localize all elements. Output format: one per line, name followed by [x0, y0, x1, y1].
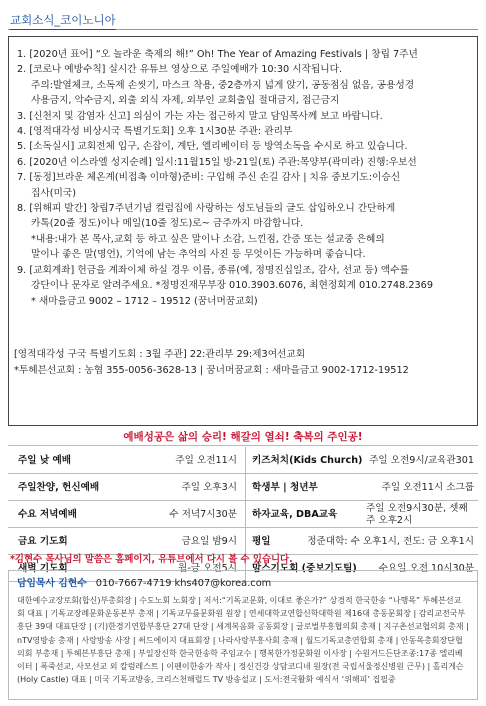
slogan: 예배성공은 삶의 승리! 해갈의 열쇠! 축복의 주인공!	[8, 428, 478, 446]
service-time: 정준대학: 수 오후1시, 전도: 금 오후1시	[307, 536, 474, 547]
notice-item	[17, 263, 471, 309]
schedule-cell-right	[246, 474, 478, 501]
schedule-cell-left	[8, 447, 246, 474]
service-time: 금요일 밤9시	[181, 536, 237, 547]
service-time: 주일 오전9시/교육관301	[369, 455, 474, 466]
notice-detail-line: *내용:내가 본 목사,교회 등 하고 싶은 말이나 소감, 느낀점, 간증 또는 설교중 은혜의	[31, 233, 385, 245]
notice-detail-line: * 새마을금고 9002 – 1712 – 19512 (꿈너머꿈교회)	[31, 295, 258, 307]
pastor-header	[17, 576, 469, 592]
notice-line: 1. [2020년 표어] “오 놀라운 축제의 해!” Oh! The Year of Amazing Festivals | 창립 7주년	[17, 49, 418, 60]
pastor-box	[8, 570, 478, 700]
mission-account-line: *투헤븐선교회 : 농협 355-0056-3628-13 | 꿈너머꿈교회 : 새마을금고 9002-1712-19512	[14, 365, 409, 376]
notice-item	[17, 47, 471, 62]
notice-line: 3. [신천지 및 감염자 신고] 의심이 가는 자는 접근하지 말고 담임목사께 보고 바랍니다.	[17, 110, 383, 122]
service-name: 하자교육, DBA교육	[252, 509, 338, 520]
notice-line: 8. [위해피 발간] 창립7주년기념 컬럼집에 사랑하는 성도님들의 글도 삽입하오니 간단하게	[17, 203, 396, 215]
notice-line: 2. [코로나 예방수칙] 실시간 유튜브 영상으로 주일예배가 10:30 시작됩니다.	[17, 64, 343, 76]
notice-item	[17, 139, 471, 154]
notice-detail-line: 집사(미국)	[31, 187, 76, 199]
notice-item	[17, 109, 471, 124]
schedule-cell-right	[246, 501, 478, 528]
service-name: 새벽 기도회	[18, 563, 68, 574]
pastor-contact[interactable]: 010-7667-4719 khs407@korea.com	[95, 578, 272, 589]
notice-item	[17, 124, 471, 139]
service-name: 주일 낮 예배	[18, 455, 72, 466]
notice-item	[17, 201, 471, 263]
service-name: 학생부 | 청년부	[252, 482, 318, 493]
notice-line: 7. [동정]브라운 체온계(비접촉 이마형)준비: 구입해 주신 손길 감사 | 치유 중보기도:이승신	[17, 172, 401, 184]
notice-item	[17, 62, 471, 108]
service-name: 키즈처치(Kids Church)	[252, 455, 363, 466]
notice-detail-line: 카톡(20줄 정도)이나 메일(10줄 정도)로~ 금주까지 마감합니다.	[31, 218, 304, 230]
service-time: 주일 오후3시	[181, 482, 237, 493]
notice-item	[17, 170, 471, 201]
schedule-cell-left	[8, 474, 246, 501]
service-time: 주일 오전9시30분, 셋째주 오후2시	[366, 503, 468, 526]
service-time: 수요일 오전 10시30분	[378, 563, 474, 574]
notice-detail-line: 말이나 좋은 말(명언), 기억에 남는 추억의 사진 등 무엇이든 가능하며 좋습니다.	[31, 249, 366, 261]
service-name: 금요 기도회	[18, 536, 68, 547]
service-name: 주일찬양, 헌신예배	[18, 482, 100, 493]
notice-line: 9. [교회계좌] 헌금을 계좌이체 하실 경우 이름, 종류(예, 정명진십일조, 감사, 선교 등) 액수를	[17, 264, 409, 276]
service-name: 맘스기도회 (중보기도팀)	[252, 563, 357, 574]
service-name: 수요 저녁예배	[18, 509, 77, 520]
notice-item	[17, 155, 471, 170]
notice-line: 5. [소독실시] 교회전체 입구, 손잡이, 계단, 엘리베이터 등 방역소독을 수시로 하고 있습니다.	[17, 141, 408, 153]
service-time: 월-금 오전5시	[178, 563, 237, 574]
prayer-meeting-line: [영적대각성 구국 특별기도회 : 3월 주관] 22:관리부 29:제3여선교회	[14, 349, 306, 360]
notice-detail-line: 주의:발열체크, 소독제 손씻기, 마스크 착용, 중2층까지 넓게 앉기, 공동점심 없음, 공용성경	[31, 79, 415, 91]
sermon-replay-note: *김현수 목사님의 말씀은 홈페이지, 유튜브에서 다시 볼 수 있습니다.	[10, 554, 293, 565]
service-name: 평일	[252, 536, 271, 547]
service-time: 주일 오전11시	[175, 455, 237, 466]
service-time: 주일 오전11시 소그룹	[381, 482, 474, 493]
bottom-lines	[14, 347, 474, 379]
service-time: 수 저녁7시30분	[169, 509, 237, 520]
schedule-cell-right	[246, 447, 478, 474]
notice-detail-line: 사용금지, 악수금지, 외출 외식 자제, 외부인 교회출입 절대금지, 접근금지	[31, 95, 340, 107]
page-title: 교회소식_코이노니아	[10, 13, 116, 27]
notice-line: 6. [2020년 이스라엘 성지순례] 일시:11월15일 방-21일(토) 주관:목양부(곽미라) 진행:우보선	[17, 156, 417, 168]
notice-line: 4. [영적대각성 비상시국 특별기도회] 오후 1시30분 주관: 관리부	[17, 126, 293, 138]
pastor-name: 담임목사 김현수	[17, 578, 87, 589]
notice-list	[17, 47, 471, 309]
schedule-cell-left	[8, 501, 246, 528]
title-bar	[8, 6, 478, 30]
pastor-bio: 대한예수교장로회(합신)부총회장 | 수도노회 노회장 | 저서:“기독교문화, 이대로 좋은가?” 상경적 한국한송 “나행목” 투혜븐선교회 대표 | 기독교장례문화운동본부 총재 | 기독교무릎문화원 원장 | 연세대학교연합신학대학원 제16대 총동문회장 | 감리교전국부흥단 39대 대표단장 | (기)한경기연합부흥단 27대 단장 | 세계복음화 공동회장 | 글로벌부흥협의회 총재 | 지구촌선교협의회 총재 | nTV영방송 총재 | 사랑방송 사장 | 써드에이지 대표회장 | 나라사랑부흥사회 총재 | 월드기독교총연합회 총재 | 안동목총회장단협의회 부총재 | 투헤븐부흥단 총재 | 부일장신학 한국한송학 주임교수 | 행복한가정문화원 이사장 | 수원거드든단조종:17종 엘리베이터 | 폭죽선교, 사모선교 외 칼럼레스트 | 이펜이한송가 작사 | 정신건강 상담코디네 원장(전 국립서울정신병원 근무) | 홀리게슨(Holy Castle) 대표 | 미국 기독교방송, 크리스천해럴드 TV 방송설교 | 도서:전국활화 예식서 ‘위해피’ 집필중	[17, 596, 469, 685]
notice-detail-line: 강단이나 문자로 알려주세요. *정명진재무부장 010.3903.6076, 최현정회계 010.2748.2369	[31, 280, 433, 292]
